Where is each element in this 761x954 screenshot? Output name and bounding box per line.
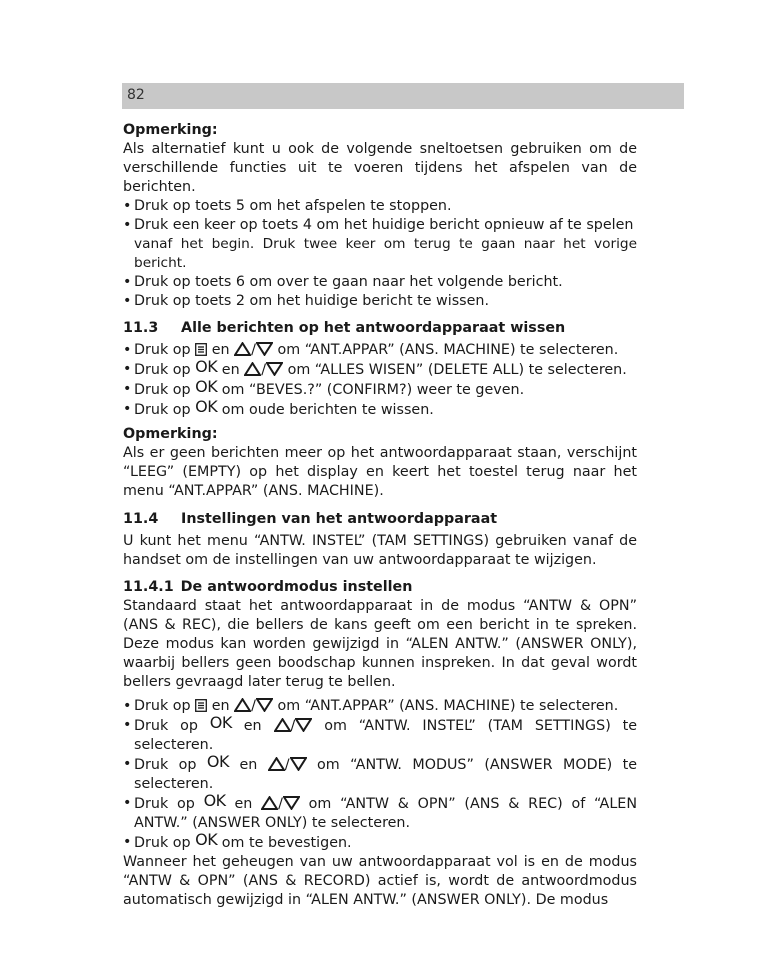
list-item: • Druk op OK en / om “ANTW. MODUS” (ANSWER MODE) te selecteren.	[123, 755, 637, 794]
list-item: • Druk op OK en / om “ALLES WISEN” (DELETE ALL) te selecteren.	[123, 360, 637, 380]
down-triangle-icon	[283, 796, 300, 810]
section-heading-11-4-1: 11.4.1 De antwoordmodus instellen	[123, 579, 413, 595]
down-triangle-icon	[290, 757, 307, 771]
ok-key-label: OK	[195, 830, 218, 849]
down-triangle-icon	[295, 718, 312, 732]
page-header-bar	[122, 83, 684, 109]
page-number: 82	[127, 87, 145, 103]
list-item: • Druk op OK om oude berichten te wissen.	[123, 400, 637, 420]
menu-key-icon	[195, 343, 207, 356]
up-triangle-icon	[234, 342, 251, 356]
up-triangle-icon	[268, 757, 285, 771]
down-triangle-icon	[256, 698, 273, 712]
list-item: • Druk op toets 5 om het afspelen te stoppen.	[123, 197, 637, 216]
ok-key-label: OK	[195, 357, 218, 376]
section-text: U kunt het menu “ANTW. INSTEL” (TAM SETTINGS) gebruiken vanaf de handset om de instellingen van uw antwoordapparaat te wijzigen.	[123, 533, 637, 568]
section-heading-11-4: 11.4 Instellingen van het antwoordapparaat	[123, 511, 498, 527]
up-triangle-icon	[274, 718, 291, 732]
list-item: • Druk een keer op toets 4 om het huidige bericht opnieuw af te spelen vanaf het begin. Druk twee keer om terug te gaan naar het vorige bericht.	[123, 216, 637, 273]
list-item: • Druk op en / om “ANT.APPAR” (ANS. MACHINE) te selecteren.	[123, 341, 637, 360]
list-item: • Druk op en / om “ANT.APPAR” (ANS. MACHINE) te selecteren.	[123, 697, 637, 716]
ok-key-label: OK	[195, 377, 218, 396]
list-item: • Druk op OK en / om “ANTW. INSTEL” (TAM SETTINGS) te selecteren.	[123, 716, 637, 755]
ok-key-label: OK	[209, 713, 232, 732]
ok-key-label: OK	[203, 791, 226, 810]
list-item: • Druk op OK om te bevestigen.	[123, 833, 637, 853]
list-item: • Druk op toets 6 om over te gaan naar het volgende bericht.	[123, 273, 637, 292]
ok-key-label: OK	[206, 752, 230, 771]
up-triangle-icon	[234, 698, 251, 712]
up-triangle-icon	[261, 796, 278, 810]
page-content	[123, 121, 637, 910]
section-heading-11-3: 11.3 Alle berichten op het antwoordapparaat wissen	[123, 320, 566, 336]
note-intro: Als alternatief kunt u ook de volgende sneltoetsen gebruiken om de verschillende functies uit te voeren tijdens het afspelen van de berichten.	[123, 141, 637, 195]
list-item: • Druk op OK en / om “ANTW & OPN” (ANS & REC) of “ALEN ANTW.” (ANSWER ONLY) te selecteren.	[123, 794, 637, 833]
down-triangle-icon	[256, 342, 273, 356]
list-item: • Druk op OK om “BEVES.?” (CONFIRM?) weer te geven.	[123, 380, 637, 400]
note-title: Opmerking:	[123, 426, 218, 442]
note-title: Opmerking:	[123, 122, 218, 138]
down-triangle-icon	[266, 362, 283, 376]
ok-key-label: OK	[195, 397, 218, 416]
section-text: Wanneer het geheugen van uw antwoordapparaat vol is en de modus “ANTW & OPN” (ANS & RECORD) actief is, wordt de antwoordmodus automatisch gewijzigd in “ALEN ANTW.” (ANSWER ONLY). De modus	[123, 854, 637, 908]
list-item: • Druk op toets 2 om het huidige bericht te wissen.	[123, 292, 637, 311]
up-triangle-icon	[244, 362, 261, 376]
note-text: Als er geen berichten meer op het antwoordapparaat staan, verschijnt “LEEG” (EMPTY) op het display en keert het toestel terug naar het menu “ANT.APPAR” (ANS. MACHINE).	[123, 445, 637, 499]
section-text: Standaard staat het antwoordapparaat in de modus “ANTW & OPN” (ANS & REC), die bellers de kans geeft om een bericht in te spreken. Deze modus kan worden gewijzigd in “ALEN ANTW.” (ANSWER ONLY), waarbij bellers geen boodschap kunnen inspreken. In dat geval wordt bellers gevraagd later terug te bellen.	[123, 598, 637, 690]
menu-key-icon	[195, 699, 207, 712]
